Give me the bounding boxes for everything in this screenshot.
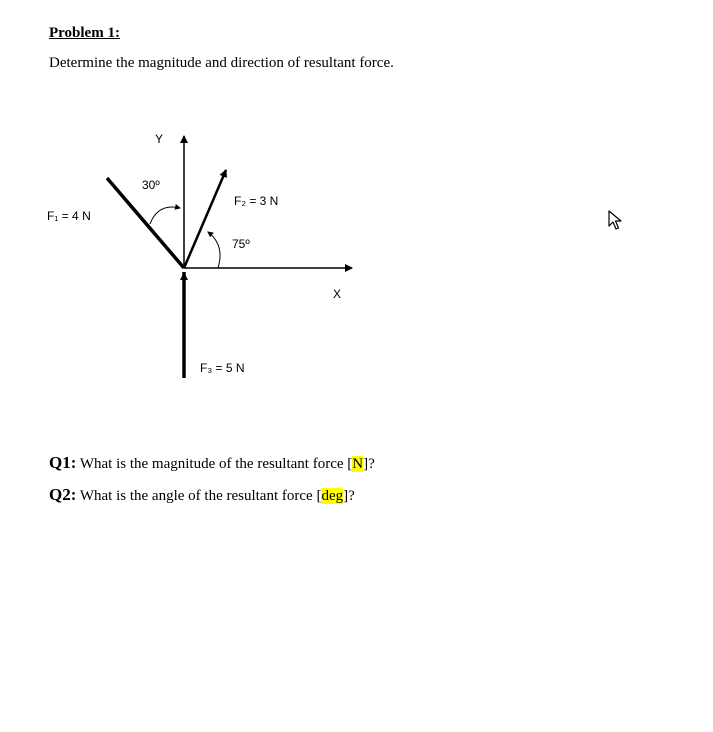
- y-axis-label: Y: [155, 132, 164, 146]
- question-1-bracket-close: ]?: [363, 456, 375, 472]
- force-f3-arrowhead: [180, 272, 188, 280]
- mouse-pointer-icon: [608, 210, 622, 230]
- x-axis-label: X: [333, 287, 342, 301]
- question-2: [49, 485, 355, 505]
- force-f1-label: F₁ = 4 N: [47, 209, 91, 223]
- question-2-unit: deg: [321, 488, 344, 504]
- question-1-unit: N: [352, 456, 364, 472]
- problem-statement: Determine the magnitude and direction of resultant force.: [49, 55, 394, 71]
- problem-title: Problem 1:: [49, 25, 120, 41]
- question-2-text: What is the angle of the resultant force: [76, 488, 317, 504]
- question-2-bracket-open: [: [316, 488, 322, 504]
- question-2-bracket-close: ]?: [343, 488, 355, 504]
- angle-label-30: 30º: [142, 178, 160, 192]
- angle-arc-75: [208, 232, 220, 268]
- question-2-label: Q2:: [49, 485, 77, 504]
- force-f3-label: F₃ = 5 N: [200, 361, 245, 375]
- force-f2-label: F₂ = 3 N: [234, 194, 279, 208]
- question-1-text: What is the magnitude of the resultant force: [76, 456, 348, 472]
- question-1: [49, 453, 375, 473]
- angle-arc-30: [150, 207, 180, 224]
- question-1-bracket-open: [: [347, 456, 353, 472]
- angle-label-75: 75º: [232, 237, 250, 251]
- question-1-label: Q1:: [49, 453, 77, 472]
